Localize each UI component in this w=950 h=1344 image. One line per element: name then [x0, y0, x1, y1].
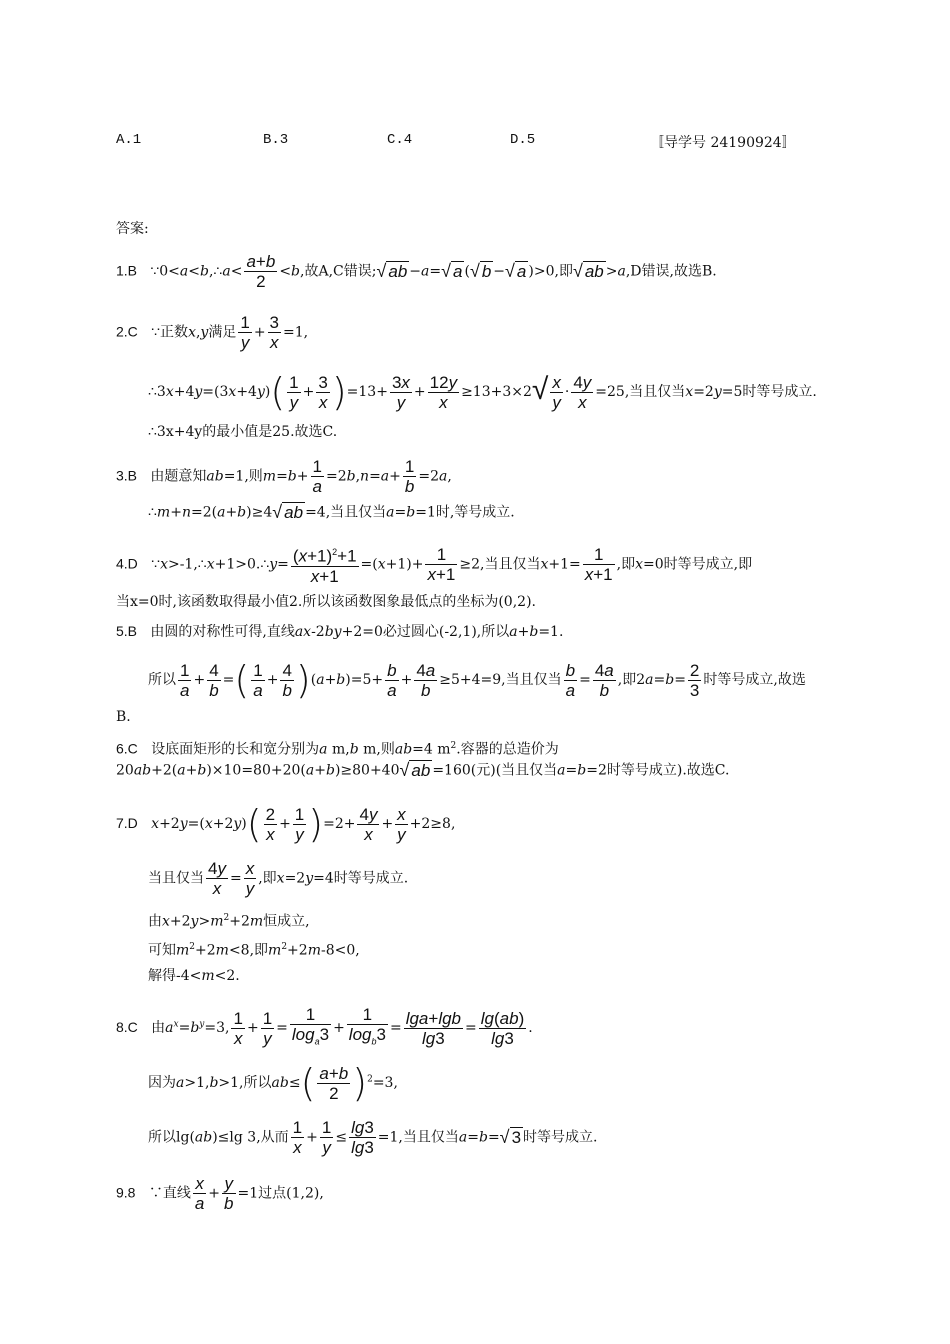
solution-2-conclusion: ∴3x+4y的最小值是25.故选C.: [148, 424, 338, 440]
solution-7-equality: 当且仅当 $\frac{4y}{x}$ = $\frac{x}{y}$ ,即x=2y=4时等号成立.: [148, 859, 409, 898]
guide-reference-number: 〚导学号 24190924〛: [650, 135, 796, 151]
solution-8-step: 因为a>1,b>1,所以ab≤( $\frac{a+b}{2}$ )$^2$=3,: [148, 1061, 398, 1105]
solution-6-step: 20ab+2(a+b)×10=80+20(a+b)≥80+40√ ab =160(元)(当且仅当a=b=2时等号成立).故选C.: [116, 760, 730, 780]
solution-9: 9.8 ∵直线 $\frac{x}{a}$ + $\frac{y}{b}$ =1过点(1,2),: [116, 1174, 324, 1213]
solution-5: 5.B 由圆的对称性可得,直线ax-2by+2=0必过圆心(-2,1),所以a+b=1.: [116, 623, 564, 640]
option-b: B.3: [263, 132, 289, 148]
solution-1: 1.B ∵0<a<b,∴a< $\frac{a+b}{2}$ <b,故A,C错误;√ ab −a=√ a (√ b −√ a )>0,即√ ab >a,D错误,故选B.: [116, 252, 717, 291]
option-a: A.1: [116, 132, 142, 148]
solution-7: 7.D x+2y=(x+2y)( $\frac{2}{x}$ + $\frac{1}{y}$ )=2+ $\frac{4y}{x}$ + $\frac{x}{y}$ +2≥8,: [116, 802, 456, 846]
solution-2-step: ∴3x+4y=(3x+4y)( $\frac{1}{y}$ + $\frac{3}{x}$ )=13+ $\frac{3x}{y}$ + $\frac{12y}{x}$ ≥13+3×2√ $\frac{x}{y}$ · $\frac{4y}{x}$ =25,当且仅当x=2y=5时等号成立.: [148, 370, 817, 414]
solution-4-conclusion: 当x=0时,该函数取得最小值2.所以该函数图象最低点的坐标为(0,2).: [116, 594, 536, 610]
solution-3: 3.B 由题意知ab=1,则m=b+ $\frac{1}{a}$ =2b,n=a+ $\frac{1}{b}$ =2a,: [116, 457, 452, 496]
solution-6: 6.C 设底面矩形的长和宽分别为a m,b m,则ab=4 $m^2$.容器的总造价为: [116, 740, 559, 758]
solution-2: 2.C ∵正数x,y满足 $\frac{1}{y}$ + $\frac{3}{x}$ =1,: [116, 313, 309, 352]
answers-heading: 答案:: [116, 221, 149, 237]
option-c: C.4: [387, 132, 413, 148]
solution-5-step: 所以 $\frac{1}{a}$ + $\frac{4}{b}$ =( $\frac{1}{a}$ + $\frac{4}{b}$ )(a+b)=5+ $\frac{b}{a}$ + $\frac{4a}{b}$ ≥5+4=9,当且仅当 $\frac{b}{a}$ = $\frac{4a}{b}$ ,即2a=b= $\frac{2}{3}$ 时等号成立,故选: [148, 658, 806, 702]
option-d: D.5: [510, 132, 536, 148]
solution-7-line-4: 可知$m^2+2m<8$,即$m^2+2m-8<0$,: [148, 942, 360, 959]
solution-7-line-5: 解得-4<m<2.: [148, 968, 240, 984]
solution-4: 4.D ∵x>-1,∴x+1>0.∴y= $\frac{(x+1)^2+1}{x+1}$ =(x+1)+ $\frac{1}{x+1}$ ≥2,当且仅当x+1= $\frac{1}{x+1}$ ,即x=0时等号成立,即: [116, 544, 753, 586]
solution-5-end: B.: [116, 709, 131, 725]
solution-8: 8.C 由$a^x=b^y=3$, $\frac{1}{x}$ + $\frac{1}{y}$ = $\frac{1}{\log_a3}$ + $\frac{1}{\log_b3}$ = $\frac{\lg a+\lg b}{\lg 3}$ = $\frac{\lg(ab)}{\lg 3}$ .: [116, 1005, 533, 1051]
solution-3-step: ∴m+n=2(a+b)≥4√ ab =4,当且仅当a=b=1时,等号成立.: [148, 502, 515, 522]
solution-7-line-3: 由$x+2y>m^2+2m$恒成立,: [148, 913, 310, 930]
solution-8-conclusion: 所以lg(ab)≤lg 3,从而 $\frac{1}{x}$ + $\frac{1}{y}$ ≤ $\frac{\lg 3}{\lg 3}$ =1,当且仅当a=b=√ 3 时等号成立.: [148, 1118, 598, 1157]
